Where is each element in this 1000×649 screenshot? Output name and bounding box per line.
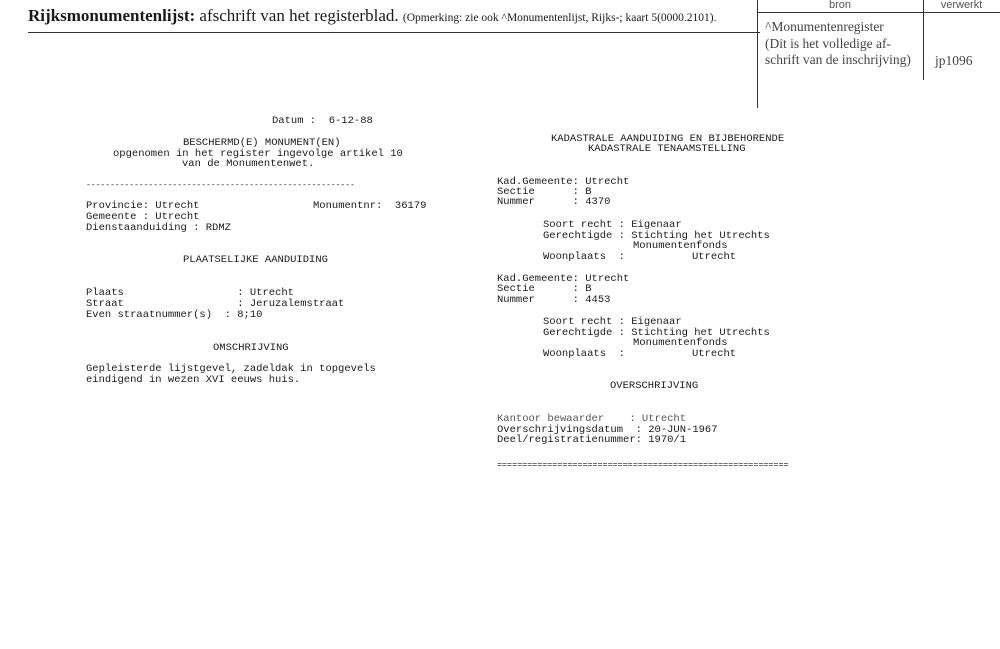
- omschrijving-heading: OMSCHRIJVING: [213, 342, 289, 354]
- parcel-gerechtigde: Gerechtigde : Stichting het Utrechts: [543, 230, 770, 242]
- description-line: Gepleisterde lijstgevel, zadeldak in topgevels: [86, 363, 376, 375]
- verwerkt-label: verwerkt: [940, 0, 983, 11]
- parcel-gerechtigde-cont: Monumentenfonds: [633, 240, 728, 252]
- provincie: Provincie: Utrecht: [86, 200, 200, 212]
- parcel-sectie: Sectie : B: [497, 186, 592, 198]
- beschermd-heading: BESCHERMD(E) MONUMENT(EN): [183, 137, 341, 149]
- parcel-gerechtigde: Gerechtigde : Stichting het Utrechts: [543, 327, 770, 339]
- datum: Datum : 6-12-88: [272, 115, 373, 127]
- overschrijving-heading: OVERSCHRIJVING: [610, 380, 699, 392]
- parcel-woonplaats-value: Utrecht: [692, 348, 737, 360]
- straat: Straat : Jeruzalemstraat: [86, 298, 345, 310]
- bron-line: (Dit is het volledige af-: [765, 35, 891, 51]
- description-line: eindigend in wezen XVI eeuws huis.: [86, 374, 301, 386]
- verwerkt-value: jp1096: [935, 53, 973, 68]
- opgenomen-text: opgenomen in het register ingevolge artikel 10: [113, 148, 403, 160]
- monumentnr: Monumentnr: 36179: [313, 200, 427, 212]
- parcel-nummer: Nummer : 4453: [497, 294, 611, 306]
- parcel-woonplaats: Woonplaats :: [543, 348, 625, 360]
- parcel-sectie: Sectie : B: [497, 283, 592, 295]
- dienstaanduiding: Dienstaanduiding : RDMZ: [86, 222, 231, 234]
- plaatselijke-heading: PLAATSELIJKE AANDUIDING: [183, 254, 328, 266]
- parcel-woonplaats-value: Utrecht: [692, 251, 737, 263]
- bron-text: [765, 19, 911, 69]
- gemeente: Gemeente : Utrecht: [86, 211, 200, 223]
- plaats: Plaats : Utrecht: [86, 287, 294, 299]
- parcel-soort-recht: Soort recht : Eigenaar: [543, 316, 682, 328]
- kadastrale-heading: KADASTRALE AANDUIDING EN BIJBEHORENDE: [551, 133, 785, 145]
- double-separator: ==========================================================: [497, 460, 789, 470]
- parcel-woonplaats: Woonplaats :: [543, 251, 625, 263]
- dashed-separator: --------------------------------------------------------: [86, 181, 355, 190]
- monumentenwet-text: van de Monumentenwet.: [182, 158, 315, 170]
- overschrijvingsdatum: Overschrijvingsdatum : 20-JUN-1967: [497, 424, 718, 436]
- box-left-border: [757, 0, 758, 108]
- document-title: [28, 6, 717, 26]
- even-straatnummers: Even straatnummer(s) : 8;10: [86, 309, 263, 321]
- kantoor-bewaarder: Kantoor bewaarder : Utrecht: [497, 413, 687, 425]
- bron-line: ^Monumentenregister: [765, 19, 884, 34]
- parcel-soort-recht: Soort recht : Eigenaar: [543, 219, 682, 231]
- title-underline: [28, 32, 760, 33]
- title-note: (Opmerking: zie ook ^Monumentenlijst, Rijks-; kaart 5(0000.2101).: [402, 12, 717, 24]
- deel-registratienummer: Deel/registratienummer: 1970/1: [497, 434, 687, 446]
- bron-label: bron: [828, 0, 852, 11]
- title-bold: Rijksmonumentenlijst:: [28, 6, 196, 25]
- title-rest: afschrift van het registerblad.: [199, 6, 399, 25]
- parcel-gerechtigde-cont: Monumentenfonds: [633, 337, 728, 349]
- parcel-nummer: Nummer : 4370: [497, 196, 611, 208]
- box-header-line: [757, 12, 1000, 13]
- parcel-gemeente: Kad.Gemeente: Utrecht: [497, 273, 630, 285]
- bron-line: schrift van de inschrijving): [765, 52, 911, 67]
- kadastrale-subheading: KADASTRALE TENAAMSTELLING: [588, 143, 746, 155]
- parcel-gemeente: Kad.Gemeente: Utrecht: [497, 176, 630, 188]
